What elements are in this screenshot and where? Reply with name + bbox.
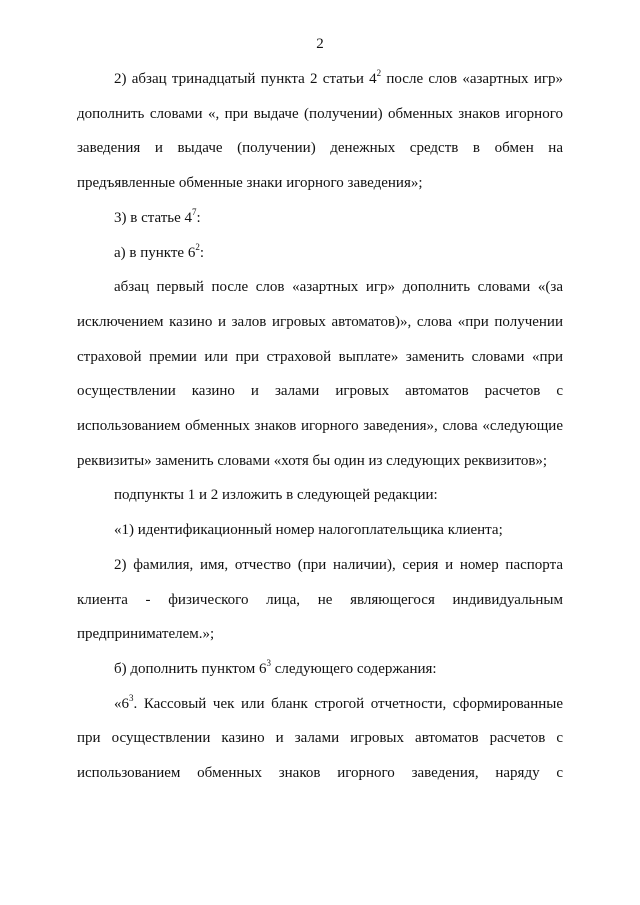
paragraph-text: : [196,209,201,226]
superscript: 3 [129,692,134,703]
paragraph-subpoint-2 [77,548,563,652]
paragraph-text: б) дополнить пунктом 6 [114,660,267,677]
paragraph-subpoint-1 [77,513,563,548]
paragraph-text: . Кассовый чек или бланк строгой отчетности, сформированные при осуществлении казино и залами игровых автоматов расчетов с использованием обменных знаков игорного заведения, наряду с [77,695,563,782]
paragraph-subpoints-intro [77,478,563,513]
paragraph-text: «1) идентификационный номер налогоплательщика клиента; [114,522,503,539]
superscript: 2 [195,241,200,252]
paragraph-text: подпункты 1 и 2 изложить в следующей редакции: [114,487,438,504]
paragraph-text: абзац первый после слов «азартных игр» дополнить словами «(за исключением казино и залов игровых автоматов)», слова «при получении страховой премии или при страховой выплате» заменить словами «при осуществлении казино и залами игровых автоматов расчетов с использованием обменных знаков игорного заведения», слова «следующие реквизиты» заменить словами «хотя бы один из следующих реквизитов»; [77,279,563,469]
paragraph-text: 2) абзац тринадцатый пункта 2 статьи 4 [114,71,377,87]
paragraph-item-2 [77,62,563,201]
paragraph-point-6-3 [77,687,563,791]
paragraph-text: : [199,244,205,261]
document-body [77,62,563,791]
paragraph-text: а) в пункте 6 [114,244,196,261]
paragraph-subitem-b [77,652,563,687]
paragraph-text: следующего содержания: [270,660,437,677]
paragraph-text: «6 [114,695,129,712]
paragraph-first-abzac [77,270,563,478]
paragraph-text: после слов «азартных игр» дополнить словами «, при выдаче (получении) обменных знаков игорного заведения и выдаче (получении) денежных средств в обмен на предъявленные обменные знаки игорного заведения»; [77,71,563,192]
page-number: 2 [316,36,324,52]
paragraph-text: 3) в статье 4 [114,209,193,226]
paragraph-subitem-a [77,236,563,271]
paragraph-text: 2) фамилия, имя, отчество (при наличии), серия и номер паспорта клиента - физического лица, не являющегося индивидуальным предпринимателем.»; [77,556,563,643]
superscript: 7 [192,206,197,217]
superscript: 2 [376,68,382,78]
paragraph-item-3 [77,201,563,236]
superscript: 3 [266,657,271,668]
